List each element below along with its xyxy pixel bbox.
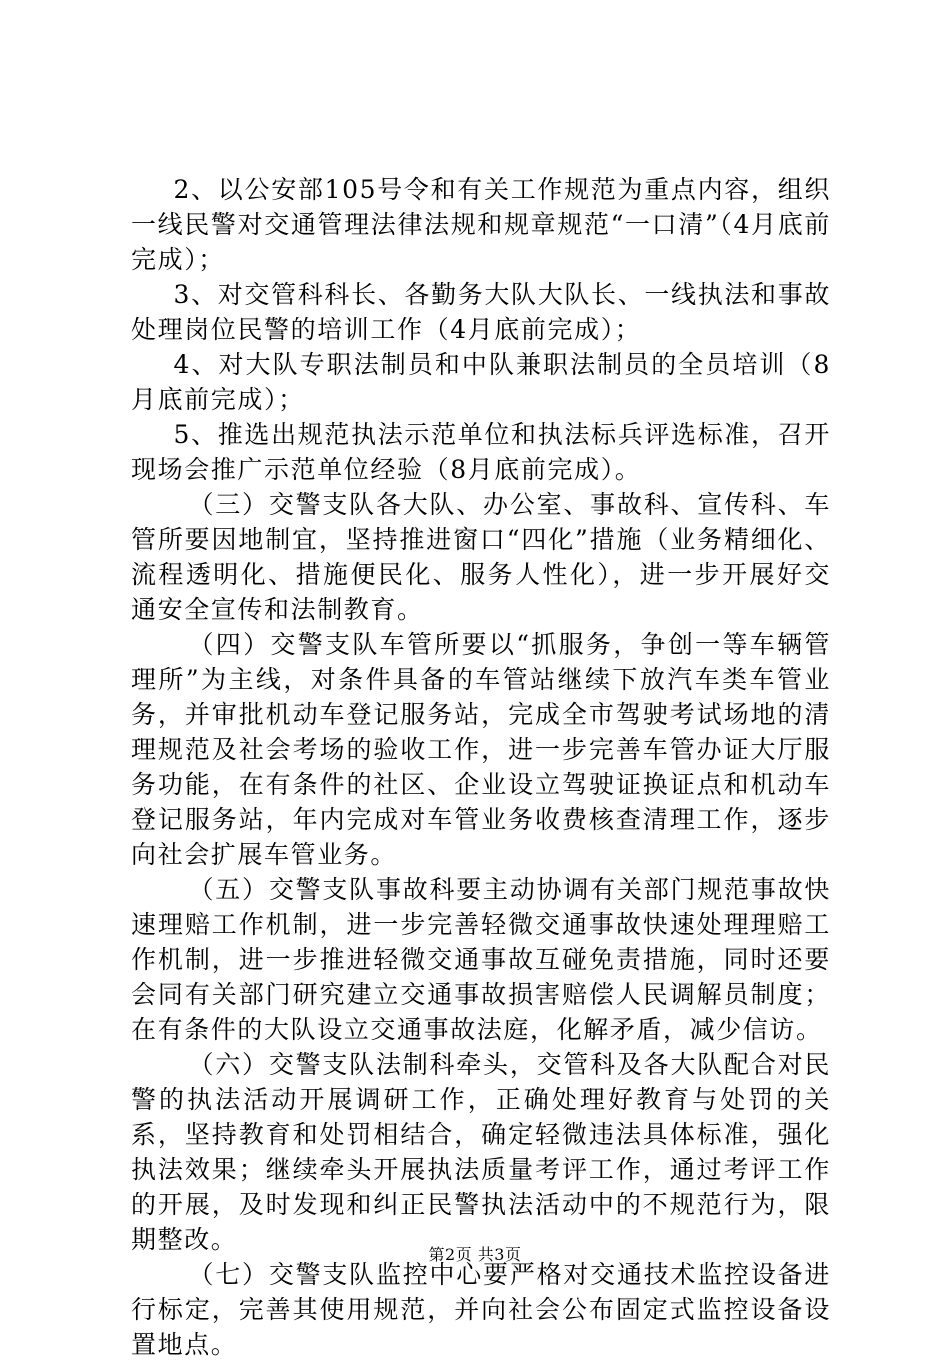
paragraph-section-5: （五）交警支队事故科要主动协调有关部门规范事故快速理赔工作机制，进一步完善轻微交通事故快速处理理赔工作机制，进一步推进轻微交通事故互碰免责措施，同时还要会同有关部门研究建立交通事故损害赔偿人民调解员制度；在有条件的大队设立交通事故法庭，化解矛盾，减少信访。 [131,875,831,1044]
paragraph-item-2: 2、以公安部105号令和有关工作规范为重点内容，组织一线民警对交通管理法律法规和规章规范“一口清”（4月底前完成）； [131,175,831,274]
paragraph-section-7: （七）交警支队监控中心要严格对交通技术监控设备进行标定，完善其使用规范，并向社会公布固定式监控设备设置地点。 [131,1260,831,1359]
page-number-footer: 第2页 共3页 [428,1245,522,1264]
paragraph-item-3: 3、对交管科科长、各勤务大队大队长、一线执法和事故处理岗位民警的培训工作（4月底前完成）； [131,280,831,344]
paragraph-section-6: （六）交警支队法制科牵头，交管科及各大队配合对民警的执法活动开展调研工作，正确处理好教育与处罚的关系，坚持教育和处罚相结合，确定轻微违法具体标准，强化执法效果；继续牵头开展执法质量考评工作，通过考评工作的开展，及时发现和纠正民警执法活动中的不规范行为，限期整改。 [131,1050,831,1254]
document-body [131,172,831,1362]
paragraph-section-3: （三）交警支队各大队、办公室、事故科、宣传科、车管所要因地制宜，坚持推进窗口“四化”措施（业务精细化、流程透明化、措施便民化、服务人性化），进一步开展好交通安全宣传和法制教育。 [131,490,831,624]
paragraph-item-5: 5、推选出规范执法示范单位和执法标兵评选标准，召开现场会推广示范单位经验（8月底前完成）。 [131,420,831,484]
paragraph-section-4: （四）交警支队车管所要以“抓服务，争创一等车辆管理所”为主线，对条件具备的车管站继续下放汽车类车管业务，并审批机动车登记服务站，完成全市驾驶考试场地的清理规范及社会考场的验收工作，进一步完善车管办证大厅服务功能，在有条件的社区、企业设立驾驶证换证点和机动车登记服务站，年内完成对车管业务收费核查清理工作，逐步向社会扩展车管业务。 [131,630,831,869]
paragraph-item-4: 4、对大队专职法制员和中队兼职法制员的全员培训（8月底前完成）； [131,350,831,414]
